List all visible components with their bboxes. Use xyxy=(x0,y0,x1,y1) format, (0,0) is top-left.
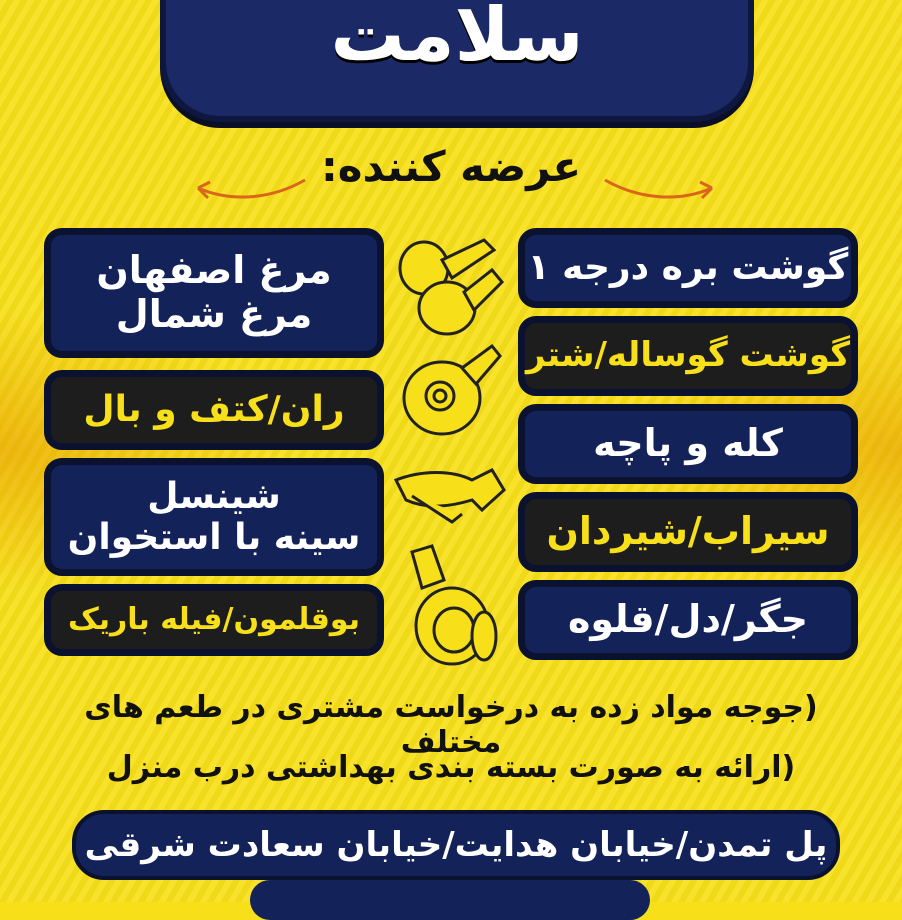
title-banner xyxy=(160,0,754,122)
left-item-line: شینسل xyxy=(147,475,281,517)
meat-cut-icon xyxy=(392,340,510,440)
right-item-label: جگر/دل/قلوه xyxy=(568,597,809,642)
right-item-2 xyxy=(518,316,858,396)
shop-title: سلامت xyxy=(330,0,584,78)
left-item-1 xyxy=(44,228,384,358)
left-item-3 xyxy=(44,458,384,576)
supplier-heading: عرضه کننده: xyxy=(320,142,582,191)
right-item-5 xyxy=(518,580,858,660)
right-item-label: سیراب/شیردان xyxy=(546,509,830,554)
note-marinated: (جوجه مواد زده به درخواست مشتری در طعم های مختلف xyxy=(84,690,818,760)
right-item-4 xyxy=(518,492,858,572)
chicken-drumstick-icon xyxy=(392,230,510,340)
address-bar xyxy=(72,810,840,880)
right-item-1 xyxy=(518,228,858,308)
address-text: پل تمدن/خیابان هدایت/خیابان سعادت شرقی xyxy=(84,825,828,865)
note-packaging: (ارائه به صورت بسته بندی بهداشتی درب منزل xyxy=(106,750,796,785)
left-item-4 xyxy=(44,584,384,656)
right-item-label: گوشت گوساله/شتر xyxy=(526,335,850,376)
left-item-line: مرغ شمال xyxy=(115,292,313,336)
left-item-line: ران/کتف و بال xyxy=(83,389,345,431)
left-item-line: سینه با استخوان xyxy=(67,517,361,558)
right-item-3 xyxy=(518,404,858,484)
right-item-label: کله و پاچه xyxy=(593,421,783,466)
chicken-wing-icon xyxy=(392,450,510,540)
lamb-leg-icon xyxy=(392,540,510,670)
left-item-2 xyxy=(44,370,384,450)
right-item-label: گوشت بره درجه ۱ xyxy=(527,247,849,289)
left-item-line: مرغ اصفهان xyxy=(96,248,332,293)
left-item-line: بوقلمون/فیله باریک xyxy=(68,601,361,637)
bottom-banner xyxy=(250,880,650,920)
